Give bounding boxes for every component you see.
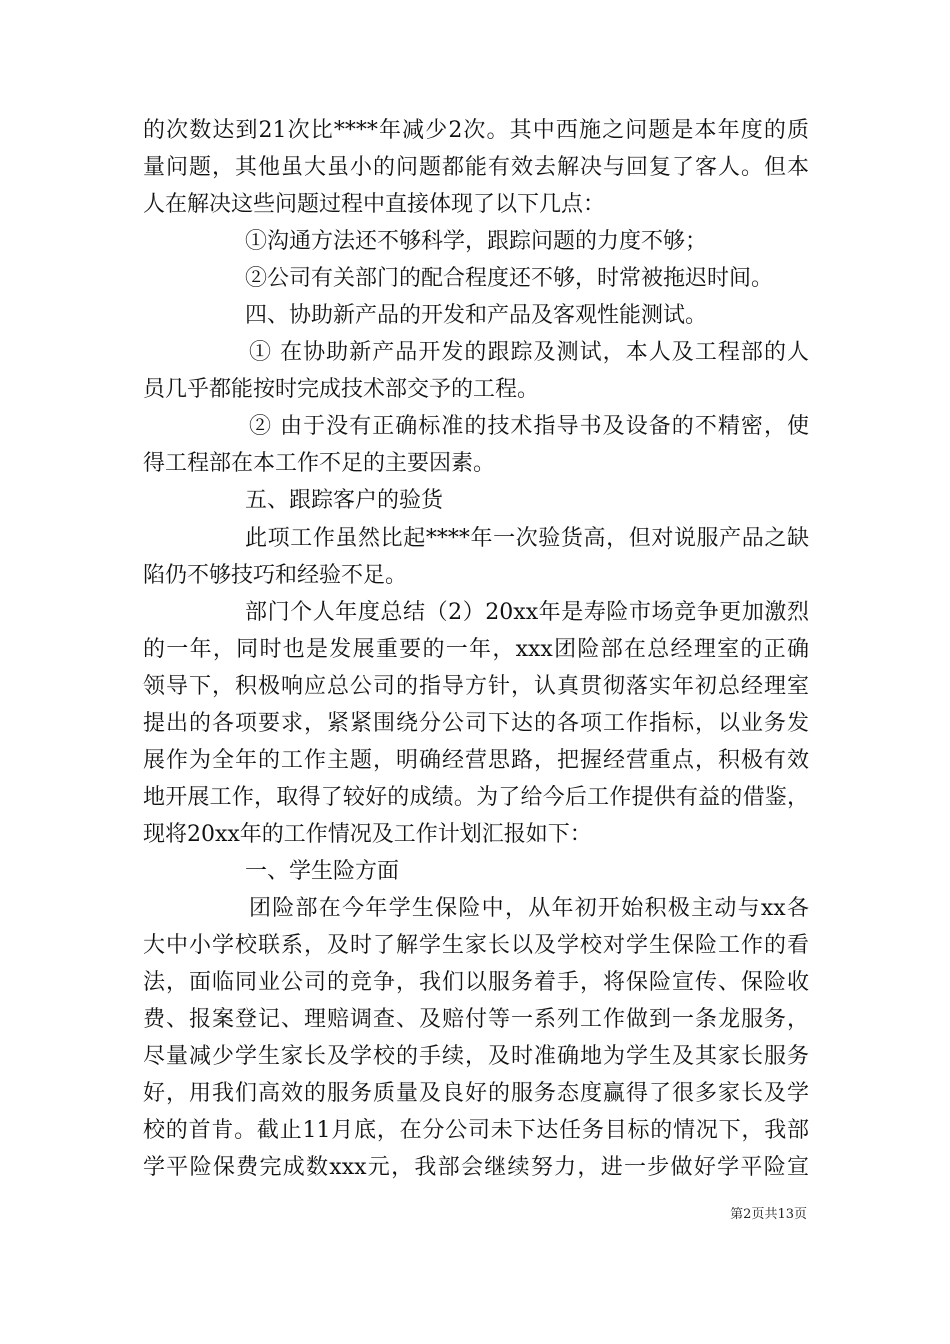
text-line: 费、报案登记、理赔调查、及赔付等一系列工作做到一条龙服务， xyxy=(143,1007,809,1033)
text-line: 地开展工作，取得了较好的成绩。为了给今后工作提供有益的借鉴， xyxy=(143,784,809,810)
text-line: 团险部在今年学生保险中，从年初开始积极主动与xx各 xyxy=(249,895,809,921)
text-line: 提出的各项要求，紧紧围绕分公司下达的各项工作指标，以业务发 xyxy=(143,710,809,736)
text-line: 现将20xx年的工作情况及工作计划汇报如下： xyxy=(143,821,592,847)
list-item: ②公司有关部门的配合程度还不够，时常被拖迟时间。 xyxy=(245,266,774,292)
text-line: 法，面临同业公司的竞争，我们以服务着手，将保险宣传、保险收 xyxy=(143,970,809,996)
text-line: 量问题，其他虽大虽小的问题都能有效去解决与回复了客人。但本 xyxy=(143,155,809,181)
section-heading: 五、跟踪客户的验货 xyxy=(245,488,444,514)
text-line: 人在解决这些问题过程中直接体现了以下几点： xyxy=(143,192,606,218)
text-line: 校的首肯。截止11月底，在分公司未下达任务目标的情况下，我部 xyxy=(143,1118,809,1144)
page-number: 第2页共13页 xyxy=(730,1207,807,1222)
text-line: 领导下，积极响应总公司的指导方针，认真贯彻落实年初总经理室 xyxy=(143,673,809,699)
document-body xyxy=(143,112,809,1186)
text-line: 展作为全年的工作主题，明确经营思路，把握经营重点，积极有效 xyxy=(143,747,809,773)
list-item: ①沟通方法还不够科学，跟踪问题的力度不够； xyxy=(245,229,708,255)
text-line: 大中小学校联系，及时了解学生家长以及学校对学生保险工作的看 xyxy=(143,933,809,959)
text-line: 此项工作虽然比起****年一次验货高，但对说服产品之缺 xyxy=(245,525,809,551)
text-line: 的一年，同时也是发展重要的一年，xxx团险部在总经理室的正确 xyxy=(143,636,809,662)
list-item: ① 在协助新产品开发的跟踪及测试，本人及工程部的人 xyxy=(249,340,809,366)
text-line: 好，用我们高效的服务质量及良好的服务态度赢得了很多家长及学 xyxy=(143,1081,809,1107)
text-line: 学平险保费完成数xxx元，我部会继续努力，进一步做好学平险宣 xyxy=(143,1155,809,1181)
section-heading: 四、协助新产品的开发和产品及客观性能测试。 xyxy=(245,303,708,329)
text-line: 尽量减少学生家长及学校的手续，及时准确地为学生及其家长服务 xyxy=(143,1044,809,1070)
list-item: ② 由于没有正确标准的技术指导书及设备的不精密，使 xyxy=(249,414,809,440)
text-line: 得工程部在本工作不足的主要因素。 xyxy=(143,451,496,477)
text-line: 部门个人年度总结（2）20xx年是寿险市场竞争更加激烈 xyxy=(245,599,809,625)
text-line: 的次数达到21次比****年减少2次。其中西施之问题是本年度的质 xyxy=(143,118,809,143)
text-line: 员几乎都能按时完成技术部交予的工程。 xyxy=(143,377,540,403)
section-heading: 一、学生险方面 xyxy=(245,858,400,884)
text-line: 陷仍不够技巧和经验不足。 xyxy=(143,562,408,588)
